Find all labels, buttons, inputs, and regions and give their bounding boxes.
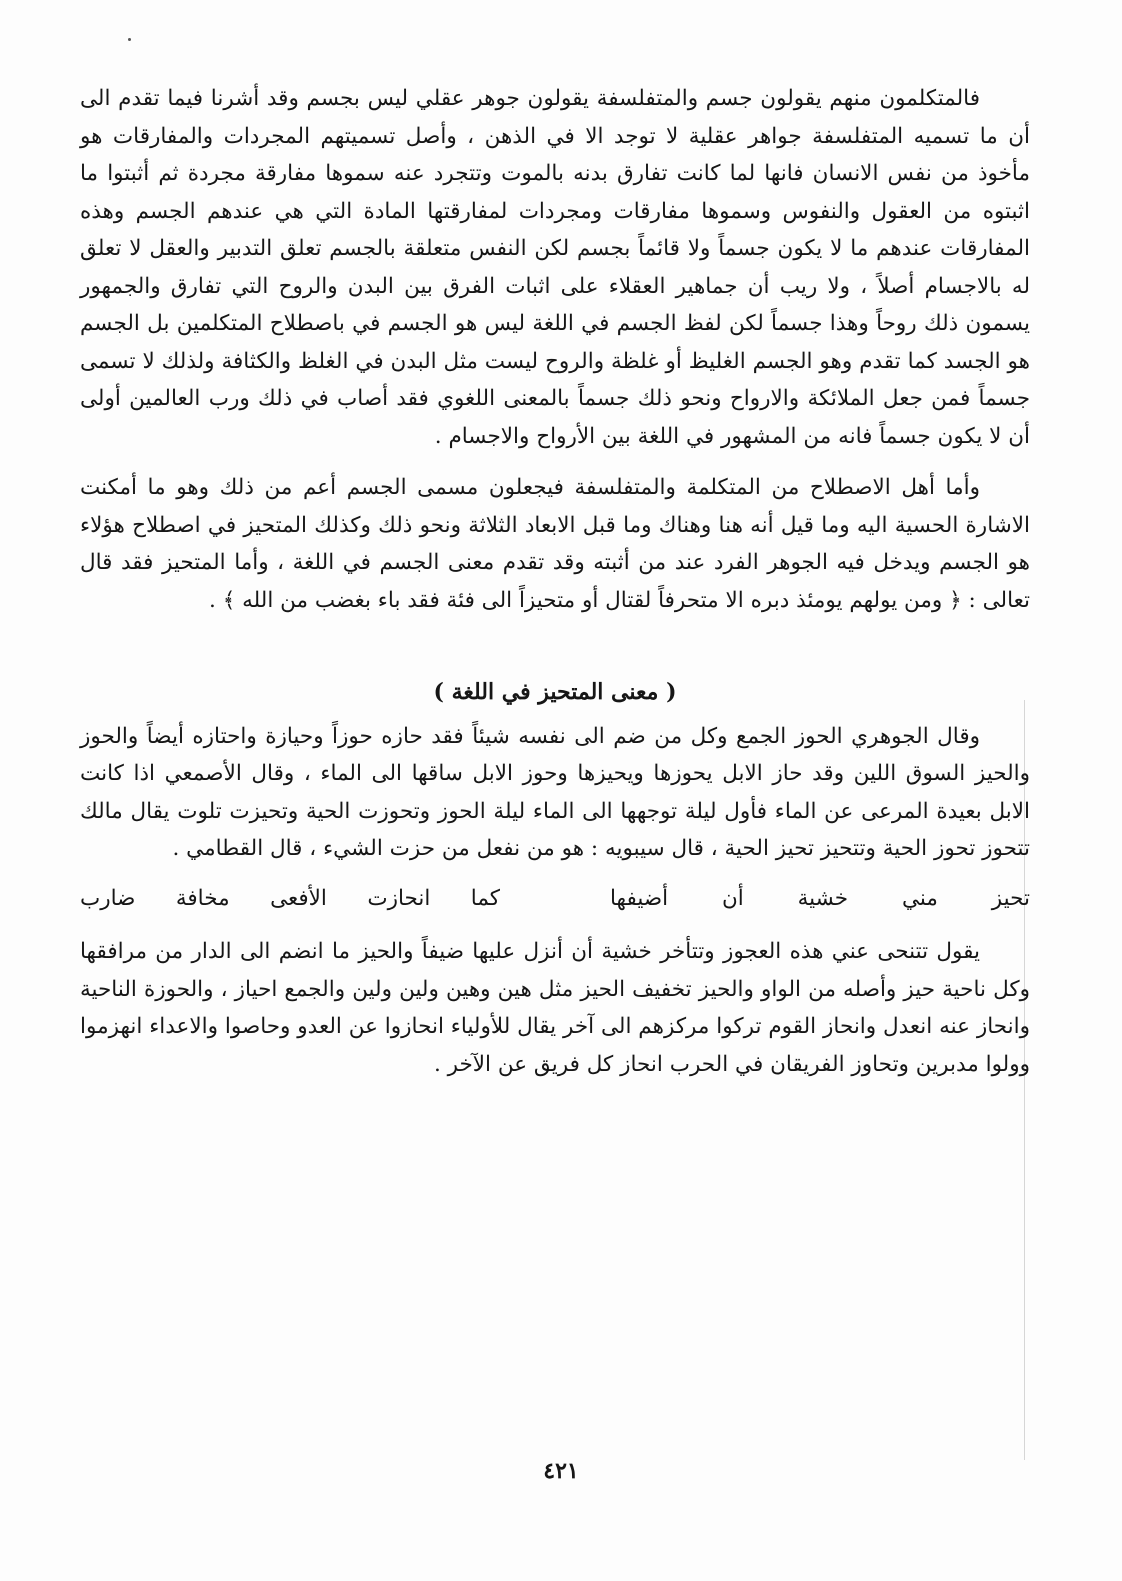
poetry-verse <box>80 880 1030 918</box>
verse-second-hemistich: كما انحازت الأفعى مخافة ضارب <box>80 885 500 911</box>
verse-first-hemistich: تحيز مني خشية أن أضيفها <box>610 885 1030 911</box>
scan-speck <box>128 38 131 41</box>
paragraph-4: يقول تتنحى عني هذه العجوز وتتأخر خشية أن أنزل عليها ضيفاً والحيز ما انضم الى الدار من مرافقها وكل ناحية حيز وأصله من الواو والحيز تخفيف الحيز مثل هين وهين ولين ولين والجمع احياز ، والحوزة الناحية وانحاز عنه انعدل وانحاز القوم تركوا مركزهم الى آخر يقال للأولياء انحازوا عن العدو وحاصوا والاعداء انهزموا وولوا مدبرين وتحاوز الفريقان في الحرب انحاز كل فريق عن الآخر . <box>80 939 1030 1077</box>
section-heading: ( معنى المتحيز في اللغة ) <box>433 679 677 705</box>
paragraph-2: وأما أهل الاصطلاح من المتكلمة والمتفلسفة فيجعلون مسمى الجسم أعم من ذلك وهو ما أمكنت الاشارة الحسية اليه وما قيل أنه هنا وهناك وما قبل الابعاد الثلاثة ونحو ذلك وكذلك المتحيز في اصطلاح هؤلاء هو الجسم ويدخل فيه الجوهر الفرد عند من أثبته وقد تقدم معنى الجسم في اللغة ، وأما المتحيز فقد قال تعالى : ﴿ ومن يولهم يومئذ دبره الا متحرفاً لقتال أو متحيزاً الى فئة فقد باء بغضب من الله ﴾ . <box>80 475 1030 613</box>
paragraph-1: فالمتكلمون منهم يقولون جسم والمتفلسفة يقولون جوهر عقلي ليس بجسم وقد أشرنا فيما تقدم الى أن ما تسميه المتفلسفة جواهر عقلية لا توجد الا في الذهن ، وأصل تسميتهم المجردات والمفارقات هو مأخوذ من نفس الانسان فانها لما كانت تفارق بدنه بالموت وتتجرد عنه سموها مفارقة مجردة ثم أثبتوا ما اثبتوه من العقول والنفوس وسموها مفارقات ومجردات لمفارقتها المادة التي هي عندهم الجسم وهذه المفارقات عندهم ما لا يكون جسماً ولا قائماً بجسم لكن النفس متعلقة بالجسم تعلق التدبير والعقل لا تعلق له بالاجسام أصلاً ، ولا ريب أن جماهير العقلاء على اثبات الفرق بين البدن والروح التي تفارق والجمهور يسمون ذلك روحاً وهذا جسماً لكن لفظ الجسم في اللغة ليس هو الجسم في باصطلاح المتكلمين بل الجسم هو الجسد كما تقدم وهو الجسم الغليظ أو غلظة والروح ليست مثل البدن في الغلظ والكثافة ولذلك لا تسمى جسماً فمن جعل الملائكة والارواح ونحو ذلك جسماً بالمعنى اللغوي فقد أصاب في ذلك ورب العالمين أولى أن لا يكون جسماً فانه من المشهور في اللغة بين الأرواح والاجسام . <box>80 86 1030 449</box>
page-number: ٤٢١ <box>543 1458 579 1484</box>
page-body <box>80 80 1030 1083</box>
paragraph-3: وقال الجوهري الحوز الجمع وكل من ضم الى نفسه شيئاً فقد حازه حوزاً وحيازة واحتازه أيضاً والحوز والحيز السوق اللين وقد حاز الابل يحوزها ويحيزها وحوز الابل ساقها الى الماء ، وقال الأصمعي اذا كانت الابل بعيدة المرعى عن الماء فأول ليلة توجهها الى الماء ليلة الحوز وتحوزت الحية وتحيزت تلوت يقال مالك تتحوز تحوز الحية وتتحيز تحيز الحية ، قال سيبويه : هو من نفعل من حزت الشيء ، قال القطامي . <box>80 723 1030 861</box>
